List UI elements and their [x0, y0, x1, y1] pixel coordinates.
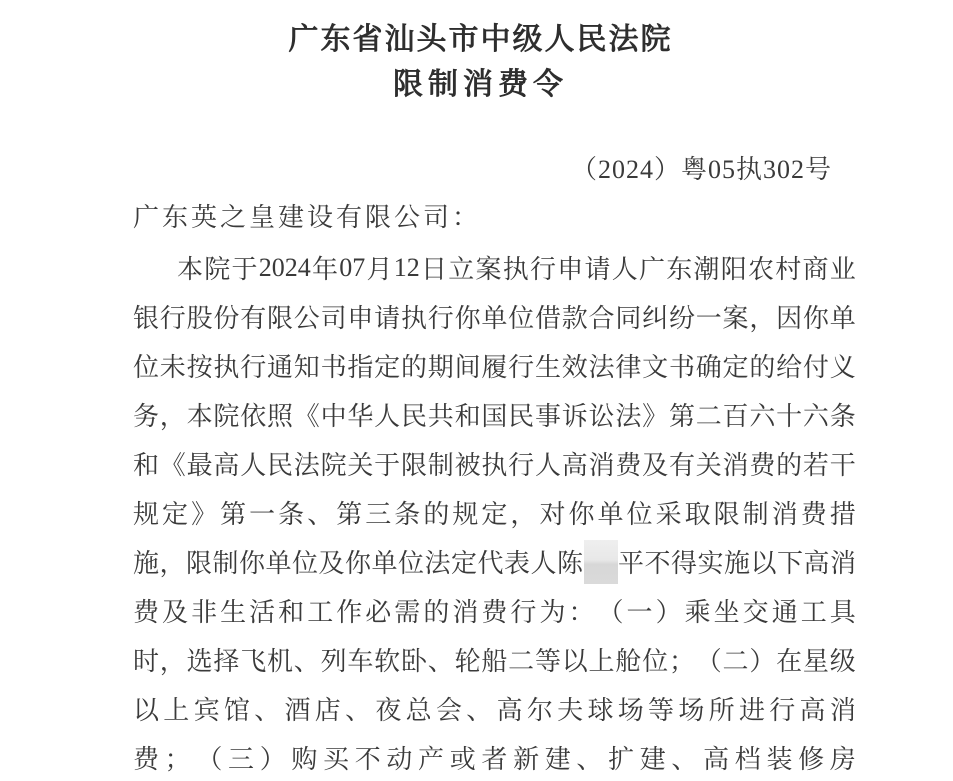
- body-line: 银 行 股 份 有 限 公 司 申 请 执 行 你 单 位 借 款 合 同 纠 纷 一 案 ， 因 你 单: [133, 304, 856, 333]
- body-line: 时 ， 选 择 飞 机 、 列 车 软 卧 、 轮 船 二 等 以 上 舱 位 ； （ 二 ） 在 星 级: [133, 647, 856, 676]
- body-line: 本 院 于 2024 年 07 月 12 日 立 案 执 行 申 请 人 广 东 潮 阳 农 村 商 业: [177, 252, 856, 284]
- body-line: 位 未 按 执 行 通 知 书 指 定 的 期 间 履 行 生 效 法 律 文 书 确 定 的 给 付 义: [133, 353, 856, 382]
- addressee: 广东英之皇建设有限公司：: [133, 203, 482, 232]
- case-number: （2024）粤05执302号: [570, 155, 832, 184]
- consumption-restriction-order: [133, 22, 856, 781]
- document-body: [133, 243, 856, 781]
- body-line: 施 ， 限 制 你 单 位 及 你 单 位 法 定 代 表 人 陈 平 不 得 实 施 以 下 高 消: [133, 537, 856, 586]
- body-line: 以 上 宾 馆 、 酒 店 、 夜 总 会 、 高 尔 夫 球 场 等 场 所 进 行 高 消: [133, 696, 856, 725]
- document-header: [133, 22, 828, 103]
- body-line: 费 及 非 生 活 和 工 作 必 需 的 消 费 行 为 ： （ 一 ） 乘 坐 交 通 工 具: [133, 598, 856, 627]
- redaction-box: [584, 540, 618, 584]
- body-line: 和 《 最 高 人 民 法 院 关 于 限 制 被 执 行 人 高 消 费 及 有 关 消 费 的 若 干: [133, 451, 856, 480]
- body-line: 务 ， 本 院 依 照 《 中 华 人 民 共 和 国 民 事 诉 讼 法 》 第 二 百 六 十 六 条: [133, 402, 856, 431]
- court-name: 广东省汕头市中级人民法院: [288, 23, 673, 56]
- body-line: 规 定 》 第 一 条 、 第 三 条 的 规 定 ， 对 你 单 位 采 取 限 制 消 费 措: [133, 500, 856, 529]
- document-title: 限制消费令: [393, 68, 568, 101]
- body-line: 费 ； （ 三 ） 购 买 不 动 产 或 者 新 建 、 扩 建 、 高 档 装 修 房: [133, 745, 856, 774]
